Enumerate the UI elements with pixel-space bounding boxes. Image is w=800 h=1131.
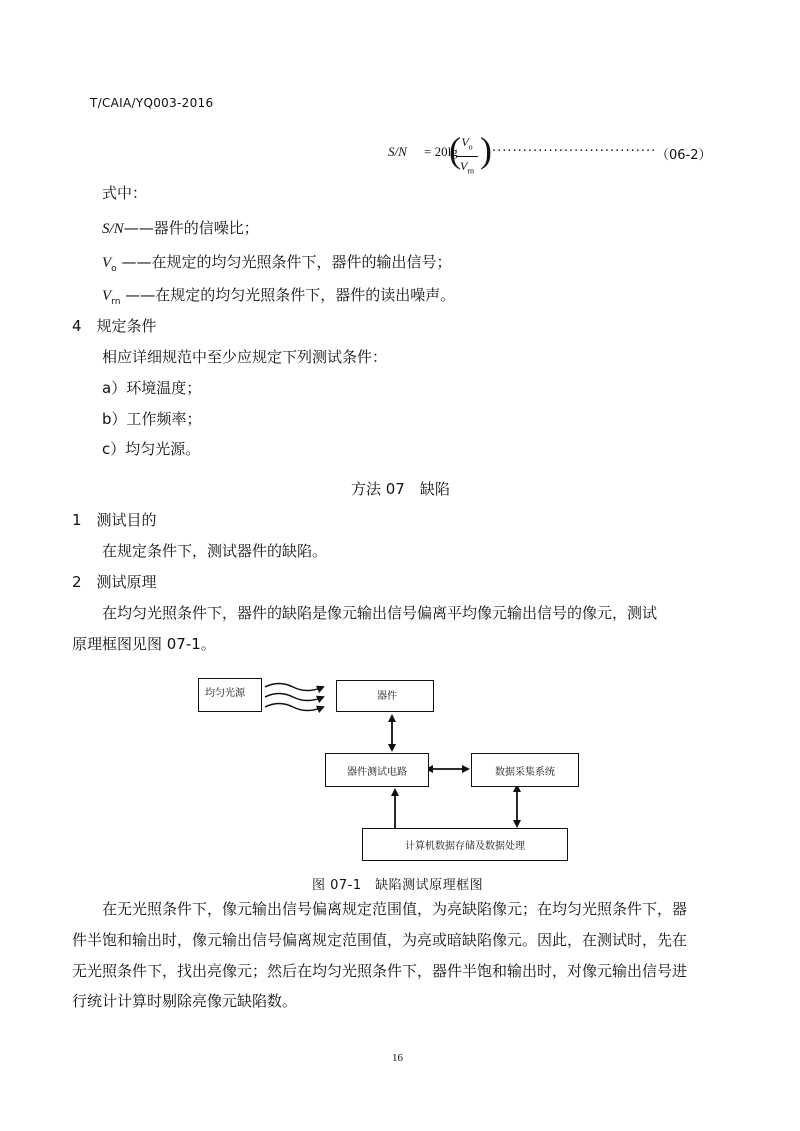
formula-numerator: V [461, 135, 469, 149]
formula-left-paren: ( [449, 130, 461, 170]
definition-vo-subscript: o [111, 264, 117, 274]
definition-vrn-symbol: V [102, 288, 112, 304]
section-2-title: 2 测试原理 [72, 573, 157, 591]
box-test-circuit [325, 753, 429, 787]
box-computer-processing [362, 828, 568, 861]
definition-vrn-subscript: rn [111, 297, 121, 307]
box-computer-processing-label: 计算机数据存储及数据处理 [405, 841, 525, 852]
definition-sn-symbol: S/N [102, 221, 124, 237]
definition-vrn-text: ——在规定的均匀光照条件下，器件的读出噪声。 [125, 286, 456, 304]
condition-item-a: a）环境温度； [102, 379, 202, 397]
formula-denominator-sub: rn [467, 166, 474, 176]
formula-denominator: V [459, 159, 468, 174]
condition-item-c: c）均匀光源。 [102, 440, 201, 458]
box-data-acquisition [471, 753, 579, 787]
paragraph-line-3: 无光照条件下，找出亮像元；然后在均匀光照条件下，器件半饱和输出时，对像元输出信号进 [72, 962, 688, 980]
formula-right-paren: ) [480, 130, 492, 170]
light-ray-3 [265, 704, 323, 711]
box-light-source-label: 均匀光源 [205, 688, 245, 699]
light-ray-1 [265, 684, 323, 691]
document-code: T/CAIA/YQ003-2016 [90, 96, 214, 110]
section-4-title: 4 规定条件 [72, 317, 157, 335]
section-4-intro: 相应详细规范中至少应规定下列测试条件： [102, 348, 388, 366]
formula-numerator-sub: o [468, 142, 473, 152]
paragraph-line-2: 件半饱和输出时，像元输出信号偏离规定范围值，为亮或暗缺陷像元。因此，在测试时，先在 [72, 931, 688, 949]
definition-sn-text: ——器件的信噪比； [123, 219, 259, 237]
figure-caption: 图 07-1 缺陷测试原理框图 [312, 878, 484, 893]
formula-leader-dots: ································ [492, 144, 657, 159]
section-2-body-line-2: 原理框图见图 07-1。 [72, 635, 216, 653]
section-1-title: 1 测试目的 [72, 511, 157, 529]
definition-vo-text: ——在规定的均匀光照条件下，器件的输出信号； [121, 253, 452, 271]
section-2-body-line-1: 在均匀光照条件下，器件的缺陷是像元输出信号偏离平均像元输出信号的像元，测试 [102, 604, 658, 622]
box-light-source [198, 678, 262, 712]
box-test-circuit-label: 器件测试电路 [347, 766, 407, 778]
section-1-body: 在规定条件下，测试器件的缺陷。 [102, 542, 328, 560]
page-number: 16 [392, 1052, 403, 1064]
condition-item-b: b）工作频率； [102, 410, 202, 428]
box-data-acquisition-label: 数据采集系统 [495, 766, 555, 778]
light-ray-2 [265, 694, 323, 701]
paragraph-line-1: 在无光照条件下，像元输出信号偏离规定范围值，为亮缺陷像元；在均匀光照条件下，器 [102, 900, 688, 918]
box-device [336, 680, 434, 712]
formula-lhs: S/N [388, 144, 407, 159]
method-07-title: 方法 07 缺陷 [351, 480, 450, 498]
definition-vo-symbol: V [102, 255, 112, 271]
formula-number: （06-2） [656, 148, 712, 163]
formula-equals: = 20lg [424, 144, 458, 159]
where-label: 式中： [102, 184, 148, 202]
paragraph-line-4: 行统计计算时剔除亮像元缺陷数。 [72, 992, 298, 1010]
box-device-label: 器件 [377, 691, 397, 702]
